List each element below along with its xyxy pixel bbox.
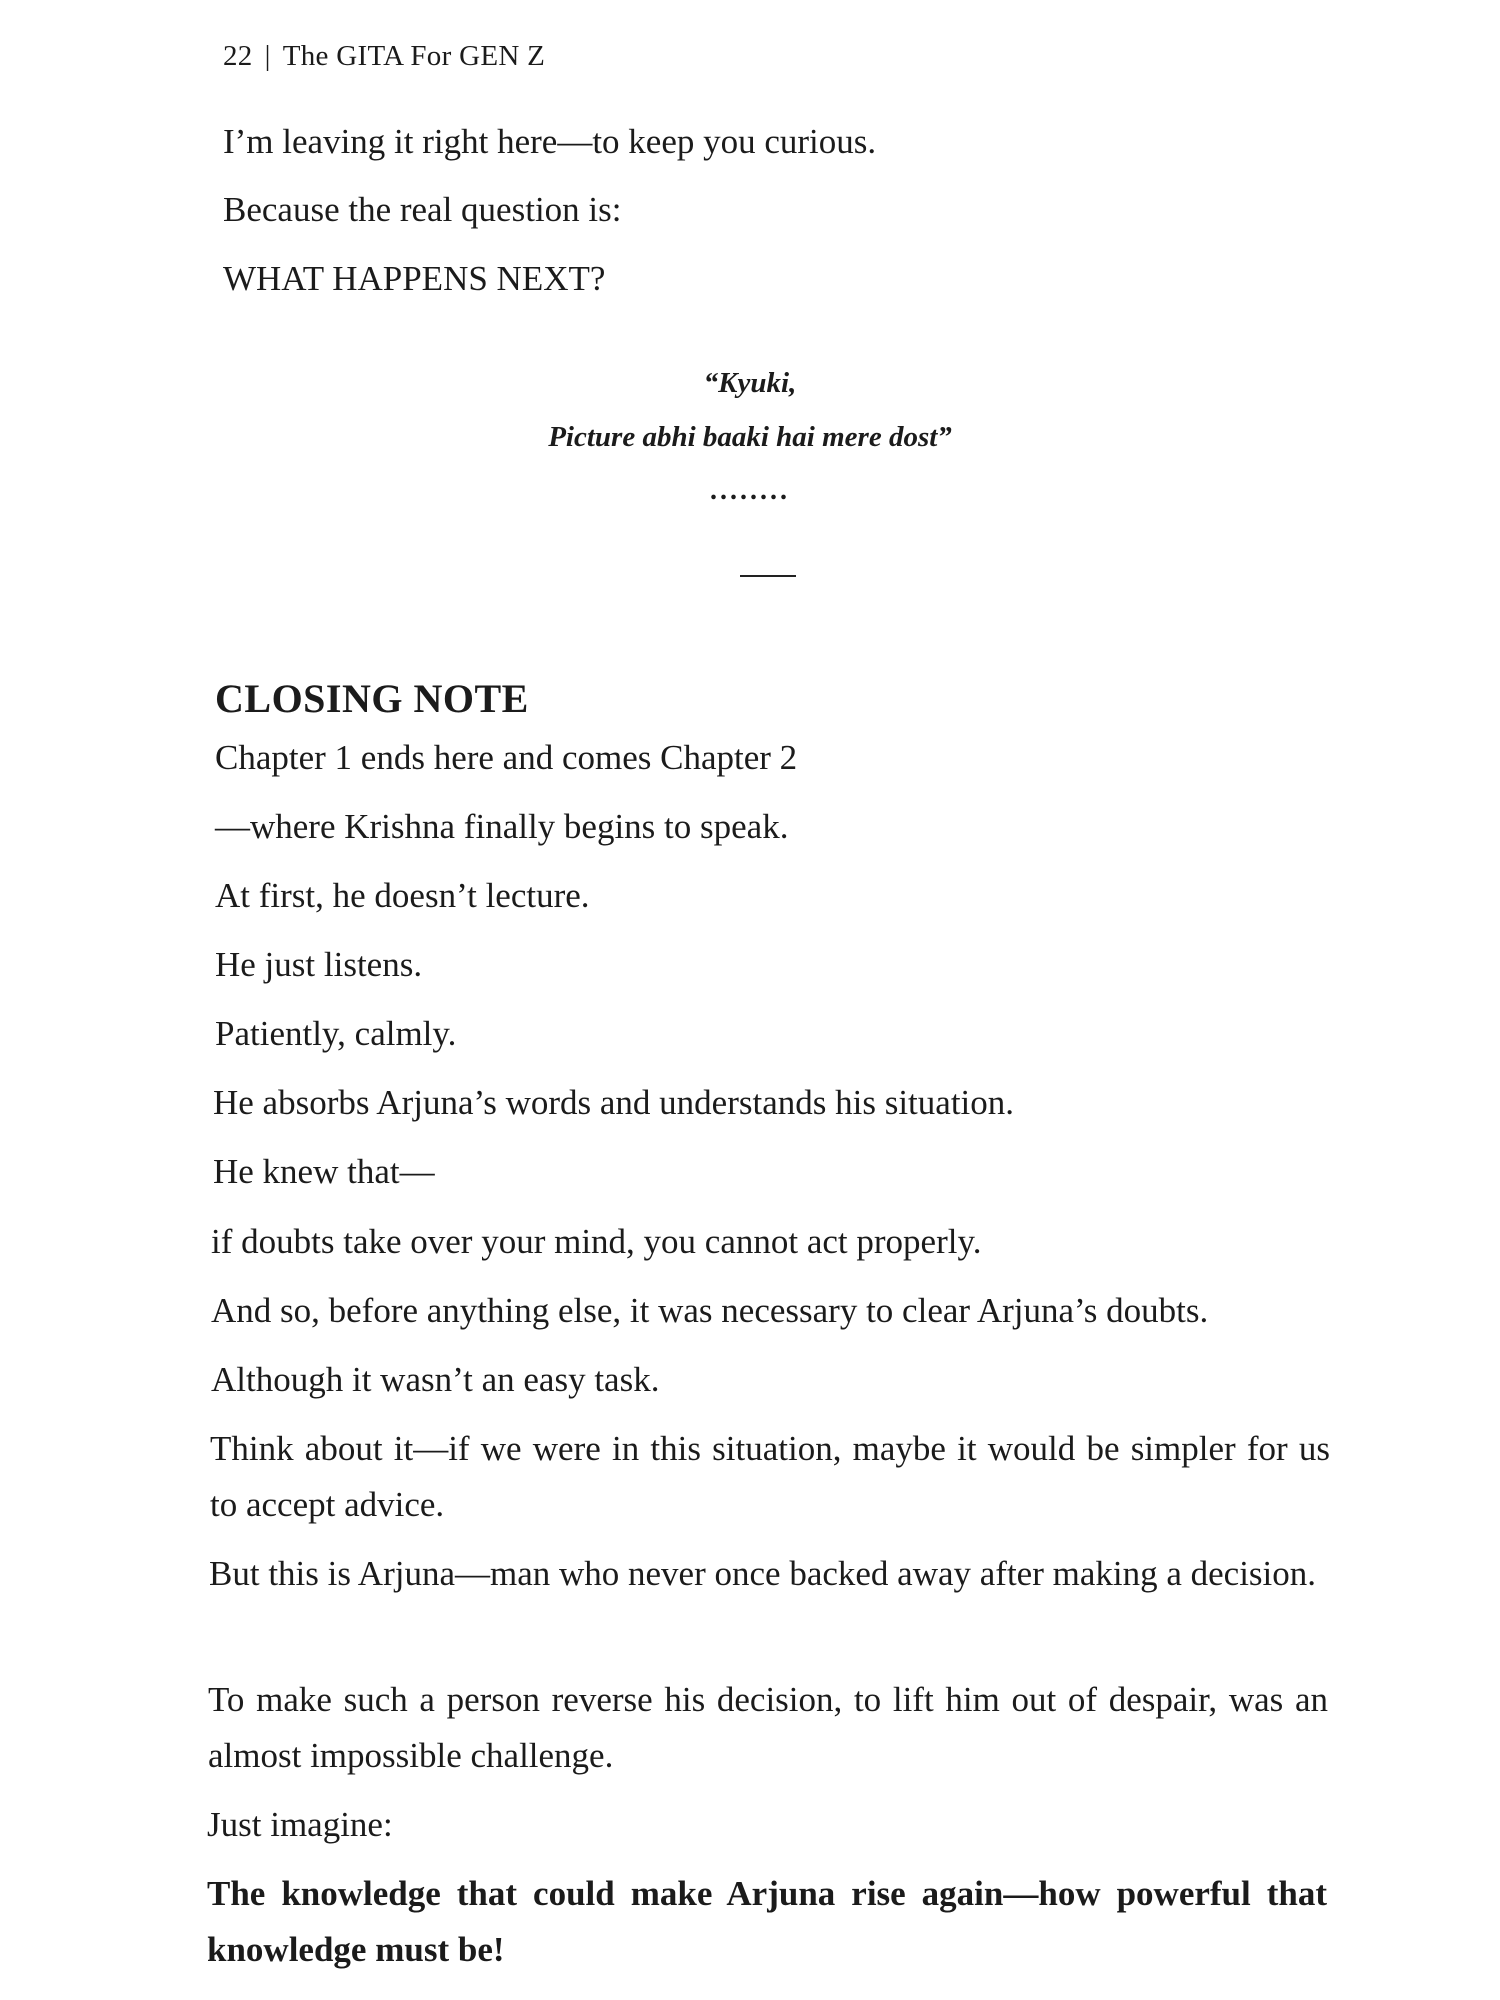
bold-conclusion: The knowledge that could make Arjuna rise again—how powerful that knowledge must be! <box>207 1874 1327 1969</box>
section-divider <box>740 575 796 577</box>
body-line-7: He knew that— <box>213 1152 435 1191</box>
section-heading: CLOSING NOTE <box>215 676 529 721</box>
body-line-9: And so, before anything else, it was necessary to clear Arjuna’s doubts. <box>211 1291 1209 1330</box>
intro-line-1: I’m leaving it right here—to keep you curious. <box>223 122 877 161</box>
paragraph-arjuna: But this is Arjuna—man who never once backed away after making a decision. <box>209 1554 1317 1593</box>
quote-line-2: Picture abhi baaki hai mere dost” <box>548 421 952 453</box>
page-number: 22 <box>223 40 253 72</box>
running-head <box>223 40 545 73</box>
paragraph-reverse: To make such a person reverse his decision, to lift him out of despair, was an almost impossible challenge. <box>208 1680 1328 1775</box>
body-line-1: Chapter 1 ends here and comes Chapter 2 <box>215 738 798 777</box>
intro-line-3: WHAT HAPPENS NEXT? <box>223 259 606 298</box>
body-line-5: Patiently, calmly. <box>215 1014 457 1053</box>
intro-line-2: Because the real question is: <box>223 190 622 229</box>
body-line-2: —where Krishna finally begins to speak. <box>215 807 789 846</box>
quote-dots: ........ <box>710 475 790 506</box>
quote-line-1: “Kyuki, <box>703 367 797 399</box>
body-line-4: He just listens. <box>215 945 423 984</box>
body-line-6: He absorbs Arjuna’s words and understands his situation. <box>213 1083 1015 1122</box>
body-line-8: if doubts take over your mind, you cannot act properly. <box>211 1222 982 1261</box>
body-line-10: Although it wasn’t an easy task. <box>211 1360 660 1399</box>
just-imagine-line: Just imagine: <box>207 1805 393 1844</box>
header-separator: | <box>264 40 271 72</box>
book-title: The GITA For GEN Z <box>282 40 546 72</box>
paragraph-think: Think about it—if we were in this situation, maybe it would be simpler for us to accept advice. <box>210 1429 1330 1524</box>
body-line-3: At first, he doesn’t lecture. <box>215 876 590 915</box>
